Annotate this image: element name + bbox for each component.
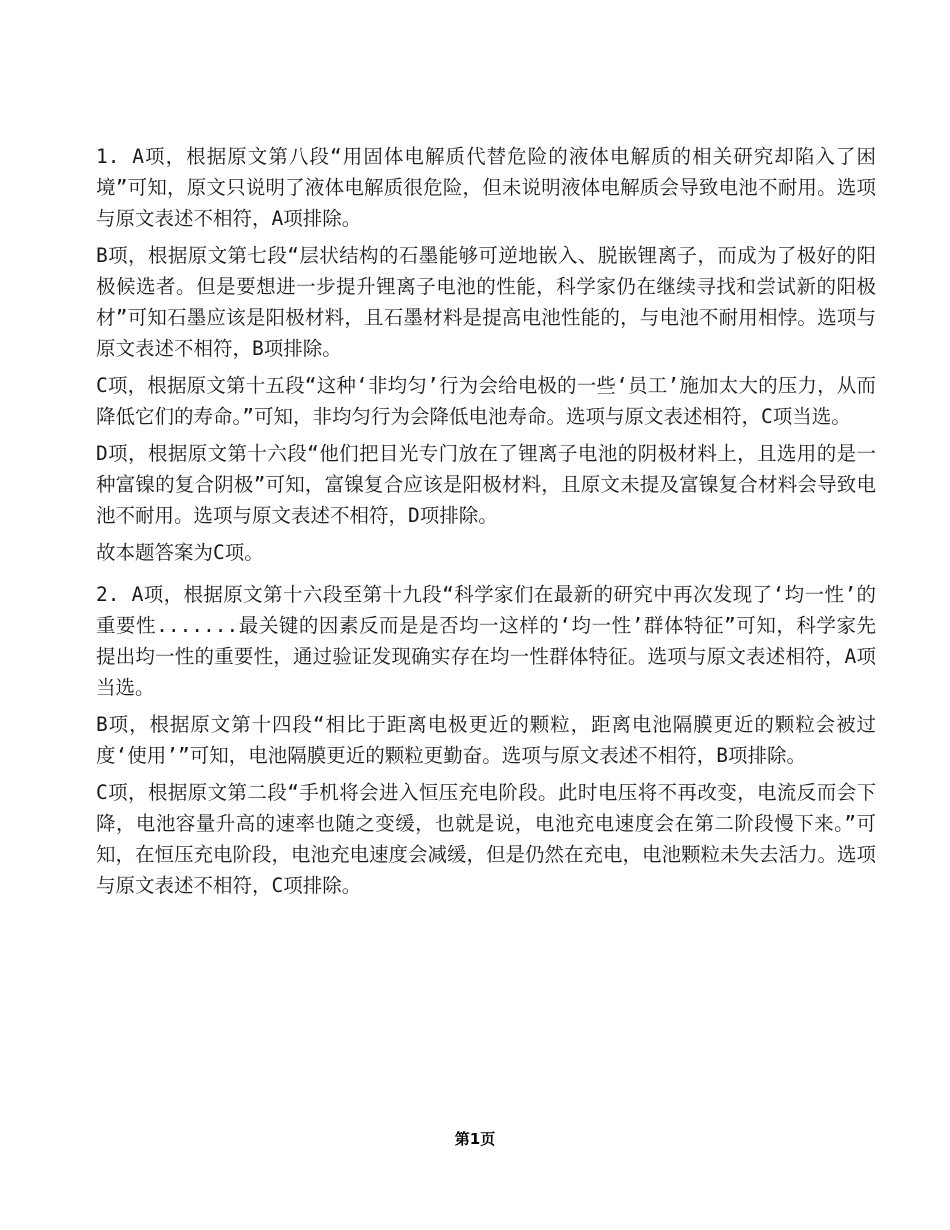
q1-option-c: C项，根据原文第十五段“这种‘非均匀’行为会给电极的一些‘员工’施加太大的压力，从而降低它们的寿命。”可知，非均匀行为会降低电池寿命。选项与原文表述相符，C项当选。 — [96, 374, 876, 428]
page-number: 第1页 — [454, 1130, 496, 1148]
document-body — [96, 141, 876, 907]
q1-answer: 故本题答案为C项。 — [96, 541, 264, 564]
q1-option-d: D项，根据原文第十六段“他们把目光专门放在了锂离子电池的阴极材料上，且选用的是一种富镍的复合阴极”可知，富镍复合应该是阳极材料，且原文未提及富镍复合材料会导致电池不耐用。选项与原文表述不相符，D项排除。 — [96, 442, 876, 527]
q2-option-a: 2. A项，根据原文第十六段至第十九段“科学家们在最新的研究中再次发现了‘均一性’的重要性.......最关键的因素反而是是否均一这样的‘均一性’群体特征”可知，科学家先提出均一性的重要性，通过验证发现确实存在均一性群体特征。选项与原文表述相符，A项当选。 — [96, 583, 876, 699]
q1-option-a: 1. A项，根据原文第八段“用固体电解质代替危险的液体电解质的相关研究却陷入了困境”可知，原文只说明了液体电解质很危险，但未说明液体电解质会导致电池不耐用。选项与原文表述不相符，A项排除。 — [96, 145, 876, 230]
q1-option-b: B项，根据原文第七段“层状结构的石墨能够可逆地嵌入、脱嵌锂离子，而成为了极好的阳极候选者。但是要想进一步提升锂离子电池的性能，科学家仍在继续寻找和尝试新的阳极材”可知石墨应该是阳极材料，且石墨材料是提高电池性能的，与电池不耐用相悖。选项与原文表述不相符，B项排除。 — [96, 244, 876, 360]
q2-option-c: C项，根据原文第二段“手机将会进入恒压充电阶段。此时电压将不再改变，电流反而会下降，电池容量升高的速率也随之变缓，也就是说，电池充电速度会在第二阶段慢下来。”可知，在恒压充电阶段，电池充电速度会减缓，但是仍然在充电，电池颗粒未失去活力。选项与原文表述不相符，C项排除。 — [96, 781, 877, 897]
q2-option-b: B项，根据原文第十四段“相比于距离电极更近的颗粒，距离电池隔膜更近的颗粒会被过度‘使用’”可知，电池隔膜更近的颗粒更勤奋。选项与原文表述不相符，B项排除。 — [96, 713, 876, 767]
